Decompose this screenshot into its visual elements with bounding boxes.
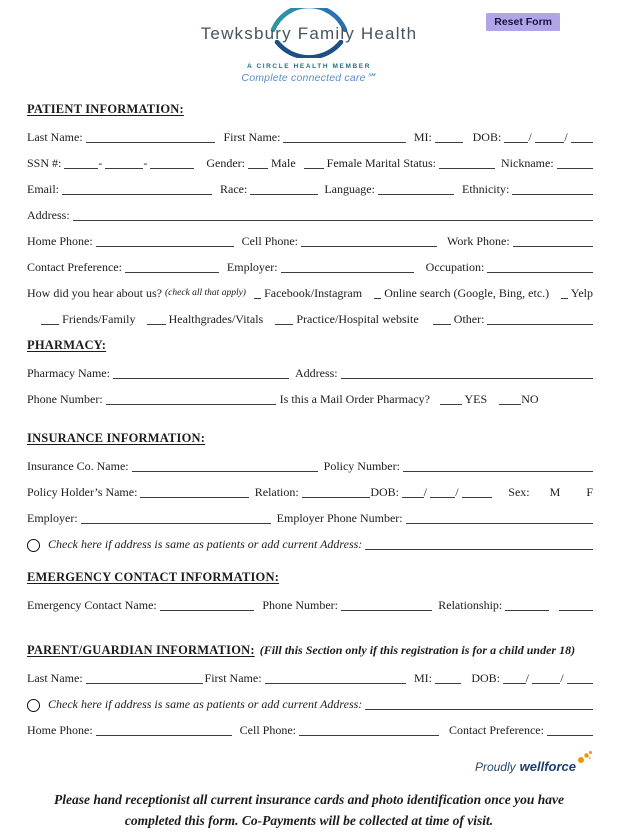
section-heading-row <box>27 102 593 117</box>
blank-field[interactable] <box>561 297 568 299</box>
wellforce-logo <box>475 755 593 774</box>
field-label: Home Phone: <box>27 723 93 737</box>
section-insurance <box>27 431 593 552</box>
field-label: Yelp <box>568 286 593 300</box>
field-label: Address: <box>27 208 70 222</box>
blank-field[interactable] <box>113 377 289 379</box>
blank-field[interactable] <box>374 297 381 299</box>
field-label: Relation: <box>254 485 299 499</box>
blank-field[interactable] <box>487 323 593 325</box>
blank-field[interactable] <box>96 734 232 736</box>
blank-field[interactable] <box>365 548 593 550</box>
blank-field[interactable] <box>559 609 593 611</box>
field-label: Cell Phone: <box>241 234 299 248</box>
blank-field[interactable] <box>283 141 405 143</box>
field-label: First Name: <box>223 130 281 144</box>
field-label: / <box>455 485 459 499</box>
blank-field[interactable] <box>403 470 593 472</box>
field-label: YES <box>461 392 488 406</box>
field-label: Work Phone: <box>447 234 510 248</box>
field-label: M <box>549 485 561 499</box>
section-heading: EMERGENCY CONTACT INFORMATION: <box>27 570 280 584</box>
blank-field[interactable] <box>406 522 593 524</box>
logo-title: Tewksbury Family Health <box>200 24 418 43</box>
blank-field[interactable] <box>535 141 565 143</box>
blank-field[interactable] <box>62 193 212 195</box>
field-label: Sex: <box>508 485 530 499</box>
blank-field[interactable] <box>106 403 276 405</box>
field-label: Address: <box>294 366 338 380</box>
form-row <box>27 511 593 526</box>
form-row <box>27 392 593 407</box>
blank-field[interactable] <box>140 496 248 498</box>
field-label: Last Name: <box>27 130 83 144</box>
blank-field[interactable] <box>299 734 439 736</box>
blank-field[interactable] <box>304 167 324 169</box>
blank-field[interactable] <box>557 167 593 169</box>
field-label: MI: <box>413 671 432 685</box>
blank-field[interactable] <box>341 377 593 379</box>
field-label: Gender: <box>206 156 246 170</box>
field-label: Contact Preference: <box>27 260 122 274</box>
blank-field[interactable] <box>512 193 593 195</box>
blank-field[interactable] <box>365 708 593 710</box>
blank-field[interactable] <box>41 323 59 325</box>
form-row <box>27 485 593 500</box>
field-label: Female <box>323 156 362 170</box>
field-label: Practice/Hospital website <box>293 312 419 326</box>
blank-field[interactable] <box>435 682 461 684</box>
section-parent <box>27 643 593 738</box>
field-label: - <box>98 156 103 170</box>
blank-field[interactable] <box>487 271 593 273</box>
blank-field[interactable] <box>96 245 234 247</box>
field-label: First Name: <box>204 671 262 685</box>
field-label: Friends/Family <box>59 312 136 326</box>
blank-field[interactable] <box>571 141 593 143</box>
form-row <box>27 260 593 275</box>
field-label: Home Phone: <box>27 234 93 248</box>
same-address-radio[interactable] <box>27 699 40 712</box>
field-label: SSN #: <box>27 156 62 170</box>
blank-field[interactable] <box>125 271 219 273</box>
field-label: Contact Preference: <box>449 723 544 737</box>
same-address-radio[interactable] <box>27 539 40 552</box>
form-row <box>27 234 593 249</box>
form-row <box>27 182 593 197</box>
blank-field[interactable] <box>433 323 451 325</box>
wellforce-brand-label: wellforce <box>519 759 576 774</box>
form-row <box>27 156 593 171</box>
blank-field[interactable] <box>160 609 255 611</box>
field-label: Employer: <box>226 260 278 274</box>
same-address-label: Check here if address is same as patients or add current Address: <box>48 537 363 551</box>
field-label: / <box>528 130 532 144</box>
field-label: NO <box>521 392 539 406</box>
field-label: Employer: <box>27 511 78 525</box>
section-heading: PHARMACY: <box>27 338 107 352</box>
section-patient <box>27 102 593 327</box>
section-heading: PATIENT INFORMATION: <box>27 102 184 116</box>
form-row <box>27 459 593 474</box>
section-heading-row <box>27 643 593 658</box>
field-label: Policy Holder’s Name: <box>27 485 138 499</box>
field-label: Is this a Mail Order Pharmacy? <box>279 392 430 406</box>
blank-field[interactable] <box>378 193 454 195</box>
blank-field[interactable] <box>341 609 432 611</box>
blank-field[interactable] <box>505 609 549 611</box>
form-row <box>27 130 593 145</box>
field-label: Employer Phone Number: <box>276 511 403 525</box>
field-label: Email: <box>27 182 59 196</box>
blank-field[interactable] <box>532 682 560 684</box>
form-row <box>27 723 593 738</box>
form-body <box>0 96 618 738</box>
blank-field[interactable] <box>64 167 98 169</box>
field-label: Language: <box>324 182 375 196</box>
field-label: Race: <box>220 182 248 196</box>
blank-field[interactable] <box>147 323 165 325</box>
field-label: Pharmacy Name: <box>27 366 110 380</box>
blank-field[interactable] <box>567 682 593 684</box>
blank-field[interactable] <box>86 682 203 684</box>
blank-field[interactable] <box>105 167 143 169</box>
section-heading-row <box>27 570 593 585</box>
section-heading: INSURANCE INFORMATION: <box>27 431 206 445</box>
blank-field[interactable] <box>439 167 495 169</box>
wellforce-proudly-label: Proudly <box>474 760 516 774</box>
field-label: Online search (Google, Bing, etc.) <box>381 286 550 300</box>
field-label: Facebook/Instagram <box>261 286 363 300</box>
section-heading-row <box>27 338 593 353</box>
form-row <box>27 598 593 613</box>
field-label: / <box>560 671 564 685</box>
form-row <box>27 312 593 327</box>
section-heading: PARENT/GUARDIAN INFORMATION: <box>27 643 255 657</box>
field-label: Male <box>268 156 296 170</box>
blank-field[interactable] <box>301 245 437 247</box>
field-label: MI: <box>413 130 432 144</box>
footer-instructions: Please hand receptionist all current insurance cards and photo identification once you have completed this form. Co-Payments will be collected at time of visit. <box>53 792 565 828</box>
field-label: Healthgrades/Vitals <box>165 312 264 326</box>
field-label: Phone Number: <box>27 392 103 406</box>
form-row <box>27 697 593 712</box>
logo-tagline: Complete connected care℠ <box>241 72 377 84</box>
blank-field[interactable] <box>435 141 463 143</box>
blank-field[interactable] <box>504 141 528 143</box>
form-row <box>27 208 593 223</box>
field-label: / <box>525 671 529 685</box>
blank-field[interactable] <box>248 167 268 169</box>
field-label: Insurance Co. Name: <box>27 459 129 473</box>
wellforce-dots-icon <box>577 749 593 765</box>
blank-field[interactable] <box>430 496 455 498</box>
blank-field[interactable] <box>132 470 318 472</box>
blank-field[interactable] <box>275 323 293 325</box>
field-label: Nickname: <box>501 156 554 170</box>
blank-field[interactable] <box>440 403 462 405</box>
field-label: DOB: <box>472 130 502 144</box>
blank-field[interactable] <box>499 403 521 405</box>
form-header <box>0 0 618 96</box>
blank-field[interactable] <box>73 219 593 221</box>
field-label: Cell Phone: <box>239 723 297 737</box>
section-emergency <box>27 570 593 613</box>
blank-field[interactable] <box>250 193 318 195</box>
section-pharmacy <box>27 338 593 407</box>
blank-field[interactable] <box>513 245 593 247</box>
blank-field[interactable] <box>462 496 493 498</box>
field-label: / <box>564 130 568 144</box>
reset-form-button[interactable]: Reset Form <box>486 13 560 31</box>
blank-field[interactable] <box>503 682 526 684</box>
field-label: Emergency Contact Name: <box>27 598 157 612</box>
circle-health-member-label: A CIRCLE HEALTH MEMBER <box>246 63 372 70</box>
form-row <box>27 366 593 381</box>
same-address-label: Check here if address is same as patients or add current Address: <box>48 697 363 711</box>
section-heading-row <box>27 431 593 446</box>
field-note-italic: (check all that apply) <box>164 288 246 298</box>
field-label: Policy Number: <box>323 459 400 473</box>
blank-field[interactable] <box>265 682 406 684</box>
field-label: Relationship: <box>438 598 503 612</box>
blank-field[interactable] <box>281 271 414 273</box>
field-label: - <box>143 156 148 170</box>
blank-field[interactable] <box>150 167 194 169</box>
field-label: Marital Status: <box>362 156 436 170</box>
field-label: / <box>423 485 427 499</box>
form-row <box>27 537 593 552</box>
blank-field[interactable] <box>86 141 216 143</box>
blank-field[interactable] <box>81 522 271 524</box>
field-label: Last Name: <box>27 671 83 685</box>
blank-field[interactable] <box>547 734 593 736</box>
field-label: Phone Number: <box>262 598 339 612</box>
blank-field[interactable] <box>402 496 424 498</box>
blank-field[interactable] <box>254 297 261 299</box>
field-label: DOB: <box>471 671 501 685</box>
section-heading-note: (Fill this Section only if this registration is for a child under 18) <box>259 643 576 657</box>
field-label: Occupation: <box>425 260 485 274</box>
form-row <box>27 671 593 686</box>
form-row <box>27 286 593 301</box>
field-label: Ethnicity: <box>461 182 510 196</box>
field-label: How did you hear about us? <box>27 286 165 300</box>
blank-field[interactable] <box>302 496 371 498</box>
field-label: F <box>586 485 593 499</box>
field-label: DOB: <box>370 485 399 499</box>
field-label: Other: <box>450 312 485 326</box>
